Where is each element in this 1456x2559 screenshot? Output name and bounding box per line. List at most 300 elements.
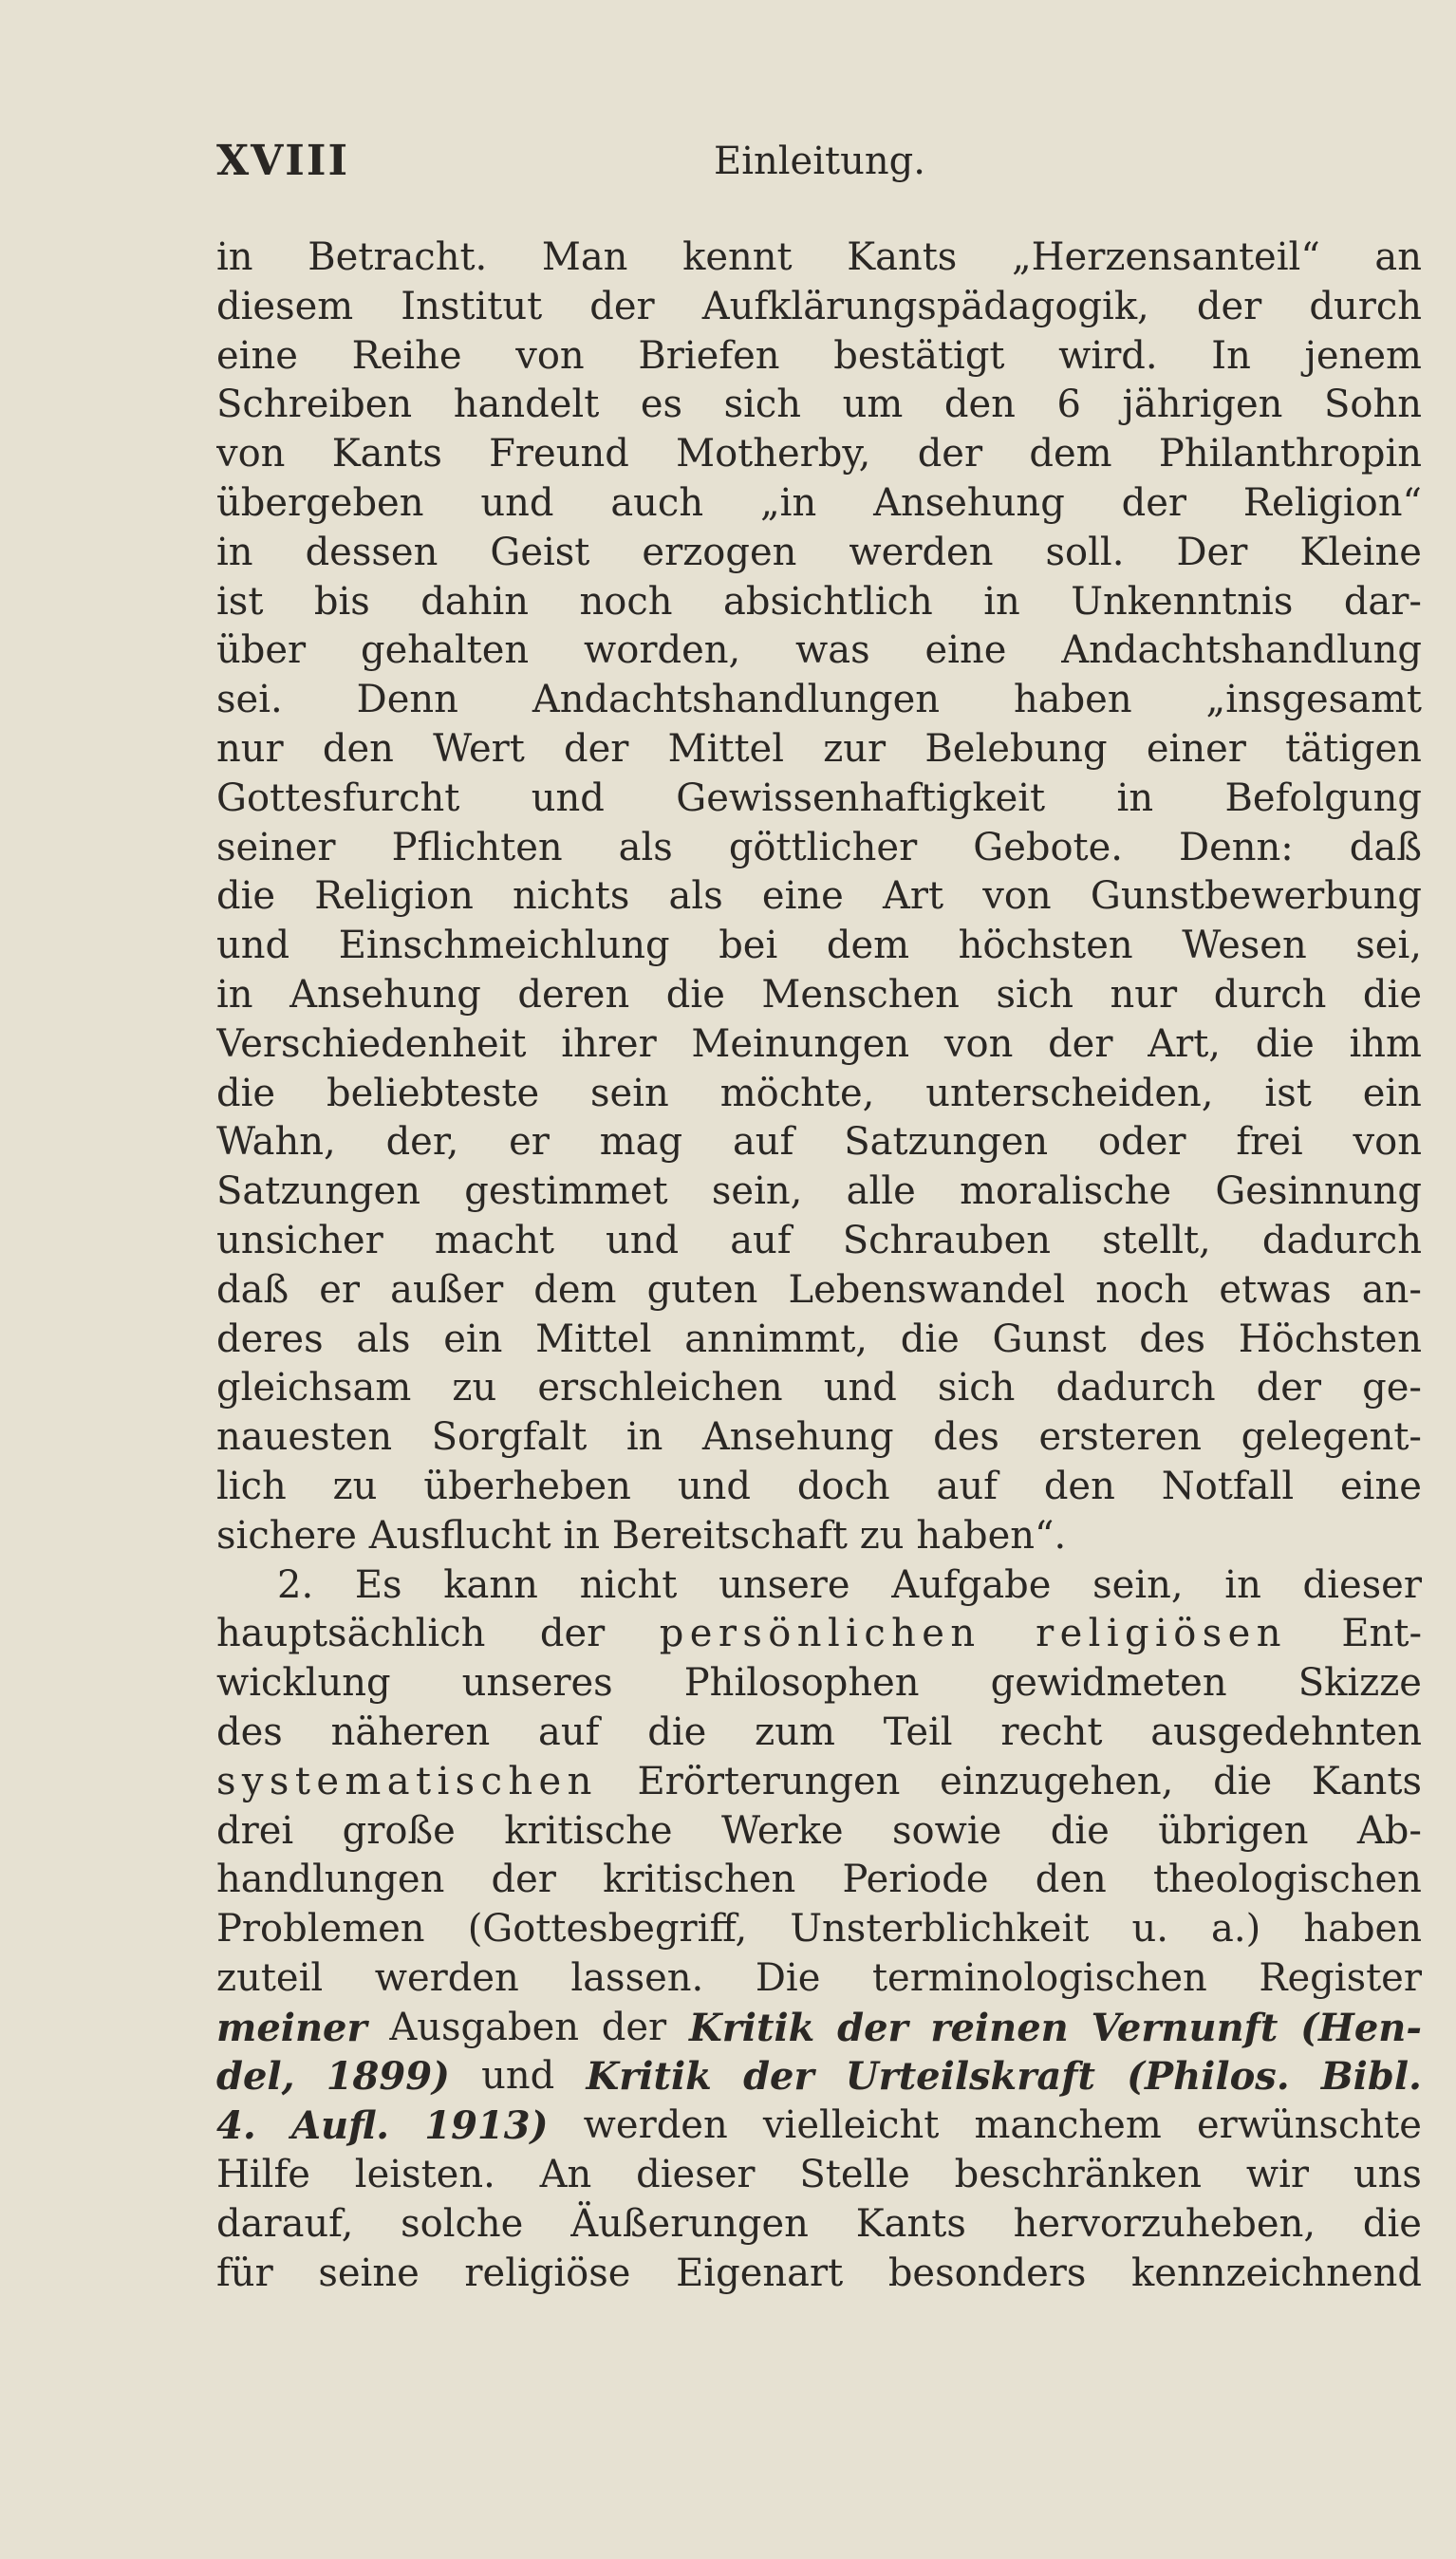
word: An	[539, 2153, 592, 2197]
word: durch	[1213, 972, 1327, 1017]
word: zur	[823, 726, 887, 771]
word: Geist	[490, 530, 590, 574]
word: frei	[1236, 1120, 1303, 1165]
text-line	[216, 233, 1422, 283]
word: noch	[579, 579, 673, 624]
word: Motherby,	[676, 432, 871, 476]
text-line	[216, 1167, 1422, 1217]
word: Ansehung	[701, 1415, 894, 1460]
word: den	[1043, 1464, 1115, 1508]
word: ist	[216, 579, 264, 624]
word: seiner	[216, 825, 336, 869]
word: handlungen	[216, 1858, 445, 1902]
word: nichts	[513, 874, 630, 919]
word: moralische	[960, 1169, 1172, 1214]
word: Mittel	[667, 726, 785, 771]
word: deres	[216, 1317, 324, 1361]
word: mag	[599, 1120, 683, 1165]
word: ein	[443, 1317, 503, 1361]
word: Unsterblichkeit	[790, 1907, 1090, 1952]
word: Werke	[721, 1808, 844, 1853]
word: von	[515, 333, 585, 378]
word: und	[531, 775, 605, 820]
word: Aufgabe	[891, 1562, 1052, 1607]
word: erzogen	[642, 530, 797, 574]
word: er	[319, 1267, 361, 1312]
word: ausgedehnten	[1150, 1709, 1422, 1754]
text-line	[216, 1905, 1422, 1954]
word: der	[539, 1612, 606, 1656]
word: hervorzuheben,	[1013, 2201, 1316, 2246]
word: Der	[1176, 530, 1248, 574]
word: näheren	[330, 1709, 491, 1754]
word: in	[983, 579, 1020, 624]
word: die	[1255, 1021, 1315, 1066]
word: ge-	[1362, 1366, 1422, 1410]
word: dar-	[1343, 579, 1422, 624]
word: Kritik	[688, 2005, 815, 2050]
word: Teil	[883, 1709, 953, 1754]
text-line	[216, 2151, 1422, 2200]
word: wird.	[1058, 333, 1158, 378]
word: der	[601, 2005, 667, 2049]
word: lassen.	[570, 1955, 704, 2000]
text-line	[216, 2101, 1422, 2151]
word: Wahn,	[216, 1120, 336, 1165]
word: vielleicht	[762, 2103, 940, 2148]
word: und	[823, 1366, 897, 1410]
text-line	[216, 1856, 1422, 1905]
word: Philanthropin	[1158, 432, 1422, 476]
word: reinen	[930, 2005, 1069, 2050]
text-line	[216, 529, 1422, 578]
word: sichere	[216, 1513, 357, 1558]
word: über	[216, 628, 307, 673]
word: sich	[723, 383, 802, 427]
word: Reihe	[351, 333, 462, 378]
word: er	[509, 1120, 550, 1165]
word: kennt	[682, 235, 793, 279]
word: als	[618, 825, 673, 869]
word: macht	[434, 1218, 554, 1262]
word: Philosophen	[683, 1661, 920, 1706]
word: Kants	[855, 2201, 966, 2246]
word: Denn	[356, 678, 458, 722]
word: Es	[354, 1562, 402, 1607]
word: Satzungen	[844, 1120, 1049, 1165]
word: Skizze	[1297, 1661, 1422, 1706]
word: an	[1374, 235, 1422, 279]
word: Aufklärungspädagogik,	[701, 284, 1149, 328]
text-line	[216, 1463, 1422, 1512]
text-line	[216, 332, 1422, 382]
word: 6	[1056, 383, 1081, 427]
word: 1899)	[326, 2054, 450, 2100]
word: Ent-	[1341, 1612, 1422, 1656]
word: terminologischen	[871, 1955, 1207, 2000]
page-header	[0, 133, 1456, 190]
word: Freund	[489, 432, 629, 476]
word: Andachtshandlungen	[532, 678, 941, 722]
text-line	[216, 2250, 1422, 2299]
word: ein	[1362, 1071, 1422, 1115]
word: noch	[1095, 1267, 1189, 1312]
word: werden	[583, 2103, 728, 2148]
word: „in	[759, 480, 817, 525]
word: zum	[755, 1709, 835, 1754]
word: ersteren	[1038, 1415, 1203, 1460]
text-line	[216, 2200, 1422, 2250]
word: Andachtshandlung	[1061, 628, 1422, 673]
word: In	[1211, 333, 1251, 378]
word: Kants	[331, 432, 442, 476]
word: Mittel	[535, 1317, 652, 1361]
word: alle	[846, 1169, 916, 1214]
word: von	[1353, 1120, 1422, 1165]
word: Schreiben	[216, 383, 413, 427]
word: Briefen	[638, 333, 780, 378]
word: werden	[374, 1955, 519, 2000]
word: in	[563, 1513, 600, 1558]
word: zu	[452, 1366, 497, 1410]
word: Betracht.	[308, 235, 488, 279]
word: Eigenart	[676, 2251, 844, 2295]
word: sowie	[891, 1808, 1002, 1853]
text-line	[216, 725, 1422, 775]
word: Art	[882, 874, 944, 919]
word: werden	[849, 530, 994, 574]
word: den	[943, 383, 1016, 427]
word: der	[1121, 480, 1187, 525]
text-line	[216, 1316, 1422, 1365]
word: dieser	[1302, 1562, 1422, 1607]
word: soll.	[1045, 530, 1125, 574]
word: beliebteste	[326, 1071, 540, 1115]
word: Lebenswandel	[788, 1267, 1066, 1312]
word: um	[842, 383, 904, 427]
text-line	[216, 1070, 1422, 1119]
word: unterscheiden,	[925, 1071, 1214, 1115]
word: religiöse	[464, 2251, 631, 2295]
word: sei.	[216, 678, 283, 722]
word: daß	[216, 1267, 289, 1312]
word: sich	[937, 1366, 1016, 1410]
word: zuteil	[216, 1955, 324, 2000]
text-line	[216, 1610, 1422, 1659]
word: übrigen	[1158, 1808, 1309, 1853]
word: die	[1362, 972, 1422, 1017]
text-line	[216, 1954, 1422, 2004]
text-line	[216, 2052, 1422, 2101]
word: eine	[924, 628, 1007, 673]
word: seine	[318, 2251, 420, 2295]
word: die	[216, 874, 276, 919]
word: und	[481, 2054, 555, 2099]
word: an-	[1361, 1267, 1422, 1312]
word: Gunst	[992, 1317, 1107, 1361]
word: erschleichen	[537, 1366, 783, 1410]
word: den	[1035, 1858, 1107, 1902]
word: Gunstbewerbung	[1090, 874, 1422, 919]
word: nur	[1110, 972, 1178, 1017]
text-line	[216, 1659, 1422, 1709]
word: Stelle	[799, 2153, 910, 2197]
word: Wert	[433, 726, 525, 771]
word: der	[743, 2054, 814, 2100]
text-line	[216, 824, 1422, 873]
word: unseres	[461, 1661, 613, 1706]
word: von	[982, 874, 1052, 919]
word: religiösen	[1036, 1612, 1287, 1656]
word: tätigen	[1285, 726, 1422, 771]
word: der	[564, 726, 629, 771]
word: einzugehen,	[940, 1759, 1174, 1803]
word: manchem	[974, 2103, 1162, 2148]
word: deren	[517, 972, 630, 1017]
text-line	[216, 676, 1422, 725]
word: Belebung	[924, 726, 1108, 771]
word: der	[1048, 1021, 1113, 1066]
word: von	[943, 1021, 1014, 1066]
word: ihm	[1349, 1021, 1422, 1066]
word: hauptsächlich	[216, 1612, 486, 1656]
word: Schrauben	[842, 1218, 1052, 1262]
word: große	[342, 1808, 456, 1853]
text-line	[216, 479, 1422, 529]
word: des	[1139, 1317, 1206, 1361]
word: (Gottesbegriff,	[467, 1907, 748, 1952]
word: Institut	[401, 284, 543, 328]
word: Sorgfalt	[431, 1415, 588, 1460]
text-line	[216, 283, 1422, 332]
word: jährigen	[1122, 383, 1283, 427]
word: darauf,	[216, 2201, 354, 2246]
word: Denn:	[1179, 825, 1294, 869]
word: die	[647, 1709, 707, 1754]
word: gestimmet	[464, 1169, 668, 1214]
word: Religion“	[1242, 480, 1422, 525]
word: sich	[996, 972, 1073, 1017]
text-line	[216, 381, 1422, 430]
word: Bibl.	[1320, 2054, 1422, 2100]
text-line	[216, 1512, 1422, 1561]
word: dahin	[420, 579, 530, 624]
word: nauesten	[216, 1415, 393, 1460]
running-head: Einleitung.	[714, 140, 925, 183]
text-line	[216, 775, 1422, 824]
word: handelt	[453, 383, 600, 427]
text-line	[216, 1217, 1422, 1266]
word: Hilfe	[216, 2153, 310, 2197]
word: drei	[216, 1808, 294, 1853]
word: u.	[1131, 1907, 1168, 1952]
word: Ansehung	[873, 480, 1065, 525]
word: sei,	[1355, 924, 1422, 968]
word: dessen	[305, 530, 439, 574]
word: in	[216, 972, 253, 1017]
word: Kritik	[586, 2054, 712, 2100]
word: Sohn	[1323, 383, 1422, 427]
word: bestätigt	[833, 333, 1005, 378]
text-line	[216, 2004, 1422, 2053]
word: Befolgung	[1224, 775, 1422, 820]
word: möchte,	[719, 1071, 875, 1115]
word: in	[216, 530, 253, 574]
word: annimmt,	[684, 1317, 868, 1361]
text-line	[216, 1709, 1422, 1758]
word: der	[1196, 284, 1262, 328]
word: die	[900, 1317, 960, 1361]
word: einer	[1146, 726, 1246, 771]
word: der	[589, 284, 655, 328]
word: Ausgaben	[389, 2005, 580, 2049]
text-line	[216, 922, 1422, 971]
word: kann	[443, 1562, 538, 1607]
word: gleichsam	[216, 1366, 412, 1410]
word: haben“.	[916, 1513, 1067, 1558]
word: auf	[732, 1120, 794, 1165]
word: Vernunft	[1091, 2005, 1279, 2050]
text-line	[216, 872, 1422, 922]
word: absichtlich	[723, 579, 933, 624]
word: auf	[538, 1709, 600, 1754]
word: Unkenntnis	[1071, 579, 1294, 624]
word: Meinungen	[691, 1021, 910, 1066]
word: Art,	[1148, 1021, 1221, 1066]
text-line	[216, 430, 1422, 479]
word: ihrer	[561, 1021, 657, 1066]
word: wir	[1245, 2153, 1310, 2197]
word: Erörterungen	[637, 1759, 901, 1803]
word: der	[837, 2005, 908, 2050]
word: und	[216, 924, 290, 968]
word: worden,	[584, 628, 741, 673]
word: dem	[1029, 432, 1112, 476]
word: die	[665, 972, 725, 1017]
word: lich	[216, 1464, 287, 1508]
word: dem	[826, 924, 910, 968]
word: ist	[1264, 1071, 1312, 1115]
text-line	[216, 1118, 1422, 1167]
text-line	[216, 626, 1422, 676]
word: Ab-	[1356, 1808, 1422, 1853]
word: es	[640, 383, 683, 427]
word: in	[216, 235, 253, 279]
word: der	[491, 1858, 556, 1902]
word: gehalten	[361, 628, 530, 673]
word: nur	[216, 726, 284, 771]
word: Gottesfurcht	[216, 775, 460, 820]
word: Notfall	[1161, 1464, 1295, 1508]
word: bis	[313, 579, 370, 624]
text-line	[216, 1561, 1422, 1611]
word: auf	[730, 1218, 792, 1262]
word: eine	[1339, 1464, 1422, 1508]
word: übergeben	[216, 480, 424, 525]
word: bei	[719, 924, 778, 968]
word: gewidmeten	[990, 1661, 1227, 1706]
word: Gebote.	[973, 825, 1124, 869]
word: recht	[1000, 1709, 1103, 1754]
word: Die	[755, 1955, 821, 2000]
word: für	[216, 2251, 273, 2295]
word: stellt,	[1102, 1218, 1211, 1262]
text-line	[216, 1413, 1422, 1463]
word: Urteilskraft	[845, 2054, 1095, 2100]
word: den	[322, 726, 394, 771]
word: als	[668, 874, 723, 919]
text-line	[216, 971, 1422, 1020]
word: guten	[646, 1267, 758, 1312]
word: von	[216, 432, 286, 476]
word: erwünschte	[1196, 2103, 1422, 2148]
word: Äußerungen	[570, 2201, 809, 2246]
word: (Philos.	[1127, 2054, 1290, 2100]
word: in	[1116, 775, 1154, 820]
word: persönlichen	[659, 1612, 981, 1656]
word: wicklung	[216, 1661, 391, 1706]
word: Kleine	[1299, 530, 1422, 574]
word: (Hen-	[1300, 2005, 1422, 2050]
word: durch	[1309, 284, 1422, 328]
word: Gesinnung	[1215, 1169, 1422, 1214]
word: Wesen	[1182, 924, 1307, 968]
word: eine	[761, 874, 844, 919]
word: höchsten	[958, 924, 1133, 968]
word: und	[605, 1218, 680, 1262]
word: Man	[541, 235, 628, 279]
word: dadurch	[1261, 1218, 1422, 1262]
word: kennzeichnend	[1131, 2251, 1422, 2295]
word: sein,	[1092, 1562, 1184, 1607]
word: 1913)	[424, 2103, 549, 2149]
word: Bereitschaft	[611, 1513, 848, 1558]
word: der	[917, 432, 983, 476]
word: kritischen	[603, 1858, 796, 1902]
word: del,	[216, 2054, 295, 2100]
text-line	[216, 1807, 1422, 1857]
text-line	[216, 1758, 1422, 1807]
word: „Herzensanteil“	[1011, 235, 1320, 279]
word: theologischen	[1152, 1858, 1422, 1902]
word: überheben	[423, 1464, 631, 1508]
word: der	[1256, 1366, 1322, 1410]
word: Kants	[1311, 1759, 1422, 1803]
word: Einschmeichlung	[338, 924, 670, 968]
word: zu	[859, 1513, 905, 1558]
word: die	[1213, 1759, 1273, 1803]
word: 4.	[216, 2103, 256, 2149]
word: beschränken	[954, 2153, 1203, 2197]
word: uns	[1353, 2153, 1422, 2197]
word: dadurch	[1055, 1366, 1216, 1410]
word: des	[933, 1415, 999, 1460]
word: besonders	[887, 2251, 1087, 2295]
word: daß	[1349, 825, 1422, 869]
word: göttlicher	[728, 825, 918, 869]
word: Register	[1259, 1955, 1422, 2000]
word: meiner	[216, 2005, 367, 2050]
word: in	[1224, 1562, 1261, 1607]
word: dieser	[636, 2153, 756, 2197]
word: als	[356, 1317, 411, 1361]
word: Satzungen	[216, 1169, 420, 1214]
word: des	[216, 1709, 283, 1754]
word: in	[625, 1415, 663, 1460]
word: Verschiedenheit	[216, 1021, 527, 1066]
word: sein,	[711, 1169, 803, 1214]
word: außer	[390, 1267, 504, 1312]
